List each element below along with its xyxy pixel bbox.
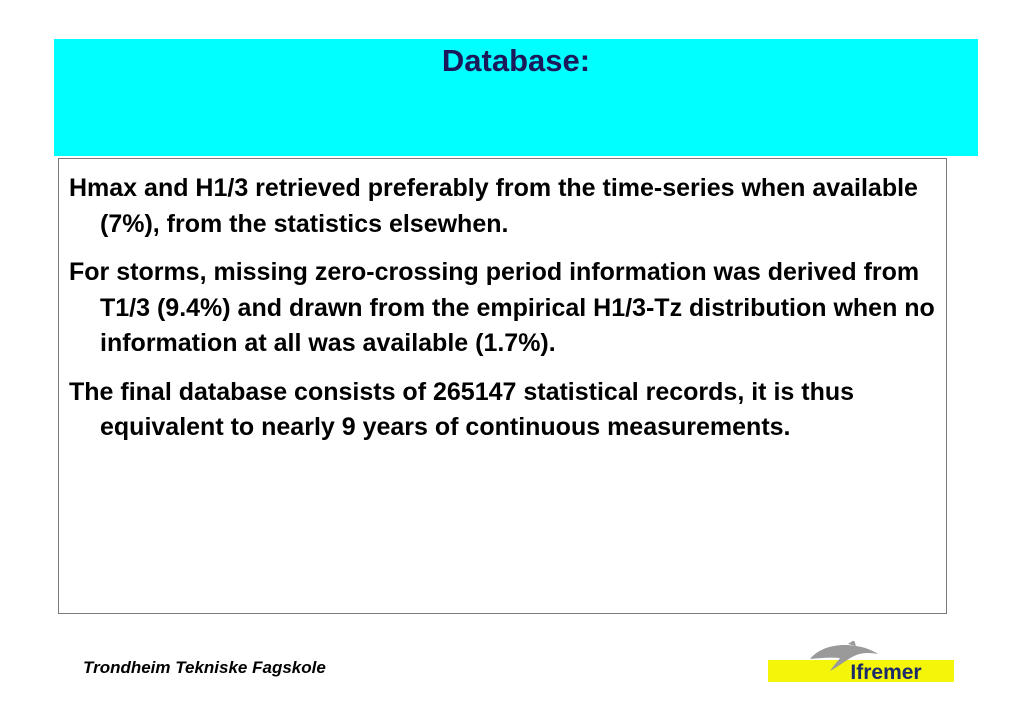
title-band (54, 39, 978, 156)
paragraph-3: The final database consists of 265147 statistical records, it is thus equivalent to nearly 9 years of continuous measurements. (69, 377, 855, 441)
footer-school-name: Trondheim Tekniske Fagskole (83, 658, 326, 677)
slide-title: Database: (441, 43, 591, 78)
content-box (58, 158, 947, 614)
paragraph-1: Hmax and H1/3 retrieved preferably from the time-series when available (7%), from the statistics elsewhen. (69, 174, 918, 238)
paragraph-2: For storms, missing zero-crossing period information was derived from T1/3 (9.4%) and drawn from the empirical H1/3-Tz distribution when no information at all was available (1.7%). (69, 258, 935, 357)
logo-text: Ifremer (850, 661, 922, 683)
ifremer-logo (768, 641, 954, 683)
ifremer-logo-graphic (768, 641, 954, 683)
